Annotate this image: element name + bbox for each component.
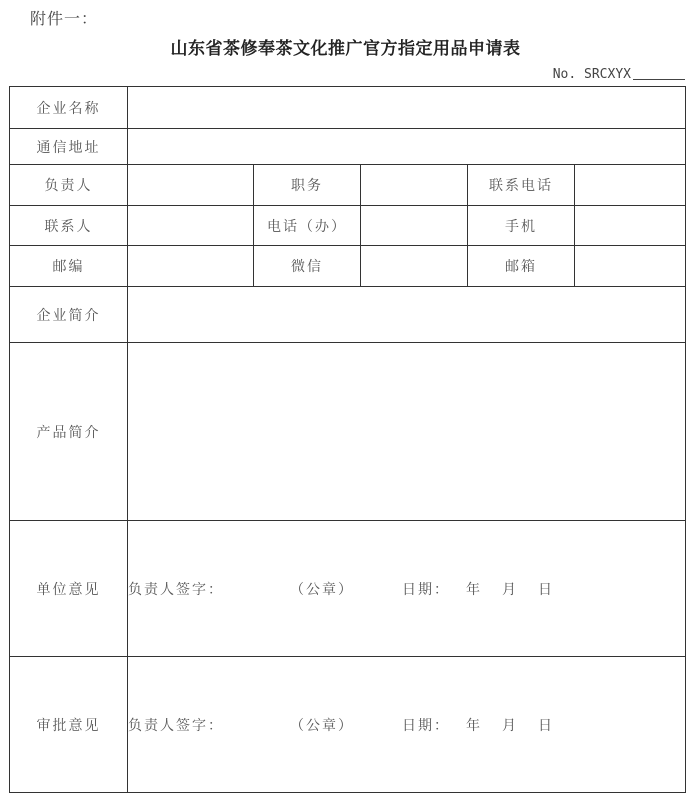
product-intro-field[interactable] (128, 343, 686, 521)
review-date-label: 日期： (402, 717, 450, 734)
document-number-blank[interactable] (633, 66, 685, 80)
row-postcode (10, 246, 686, 287)
company-name-field[interactable] (128, 87, 686, 129)
postcode-field[interactable] (128, 246, 254, 287)
unit-opinion-field[interactable] (128, 521, 686, 657)
office-phone-field[interactable] (361, 206, 468, 246)
person-in-charge-label: 负责人 (10, 165, 128, 206)
row-address (10, 129, 686, 165)
unit-year-label: 年 (466, 581, 482, 598)
attachment-label: 附件一： (30, 9, 99, 28)
unit-date-label: 日期： (402, 581, 450, 598)
contact-phone-field[interactable] (575, 165, 686, 206)
contact-person-field[interactable] (128, 206, 254, 246)
row-unit-opinion (10, 521, 686, 657)
document-number-prefix: No. SRCXYX (552, 67, 631, 82)
row-person-in-charge (10, 165, 686, 206)
row-review-opinion (10, 657, 686, 793)
mobile-label: 手机 (468, 206, 575, 246)
review-month-label: 月 (502, 717, 518, 734)
review-day-label: 日 (538, 717, 554, 734)
company-intro-field[interactable] (128, 287, 686, 343)
unit-opinion-label: 单位意见 (10, 521, 128, 657)
address-field[interactable] (128, 129, 686, 165)
email-label: 邮箱 (468, 246, 575, 287)
review-signer-label: 负责人签字： (128, 717, 224, 734)
document-number (553, 66, 685, 82)
person-in-charge-field[interactable] (128, 165, 254, 206)
mobile-field[interactable] (575, 206, 686, 246)
wechat-field[interactable] (361, 246, 468, 287)
office-phone-label: 电话（办） (254, 206, 361, 246)
unit-signer-label: 负责人签字： (128, 581, 224, 598)
contact-phone-label: 联系电话 (468, 165, 575, 206)
contact-person-label: 联系人 (10, 206, 128, 246)
position-field[interactable] (361, 165, 468, 206)
position-label: 职务 (254, 165, 361, 206)
review-opinion-field[interactable] (128, 657, 686, 793)
address-label: 通信地址 (10, 129, 128, 165)
unit-day-label: 日 (538, 581, 554, 598)
postcode-label: 邮编 (10, 246, 128, 287)
row-contact-person (10, 206, 686, 246)
product-intro-label: 产品简介 (10, 343, 128, 521)
unit-month-label: 月 (502, 581, 518, 598)
application-form-table (9, 86, 686, 793)
review-seal-label: （公章） (290, 717, 354, 734)
review-opinion-label: 审批意见 (10, 657, 128, 793)
form-title: 山东省茶修奉茶文化推广官方指定用品申请表 (170, 39, 521, 59)
company-intro-label: 企业简介 (10, 287, 128, 343)
wechat-label: 微信 (254, 246, 361, 287)
email-field[interactable] (575, 246, 686, 287)
unit-seal-label: （公章） (290, 581, 354, 598)
review-year-label: 年 (466, 717, 482, 734)
company-name-label: 企业名称 (10, 87, 128, 129)
row-product-intro (10, 343, 686, 521)
row-company-name (10, 87, 686, 129)
row-company-intro (10, 287, 686, 343)
